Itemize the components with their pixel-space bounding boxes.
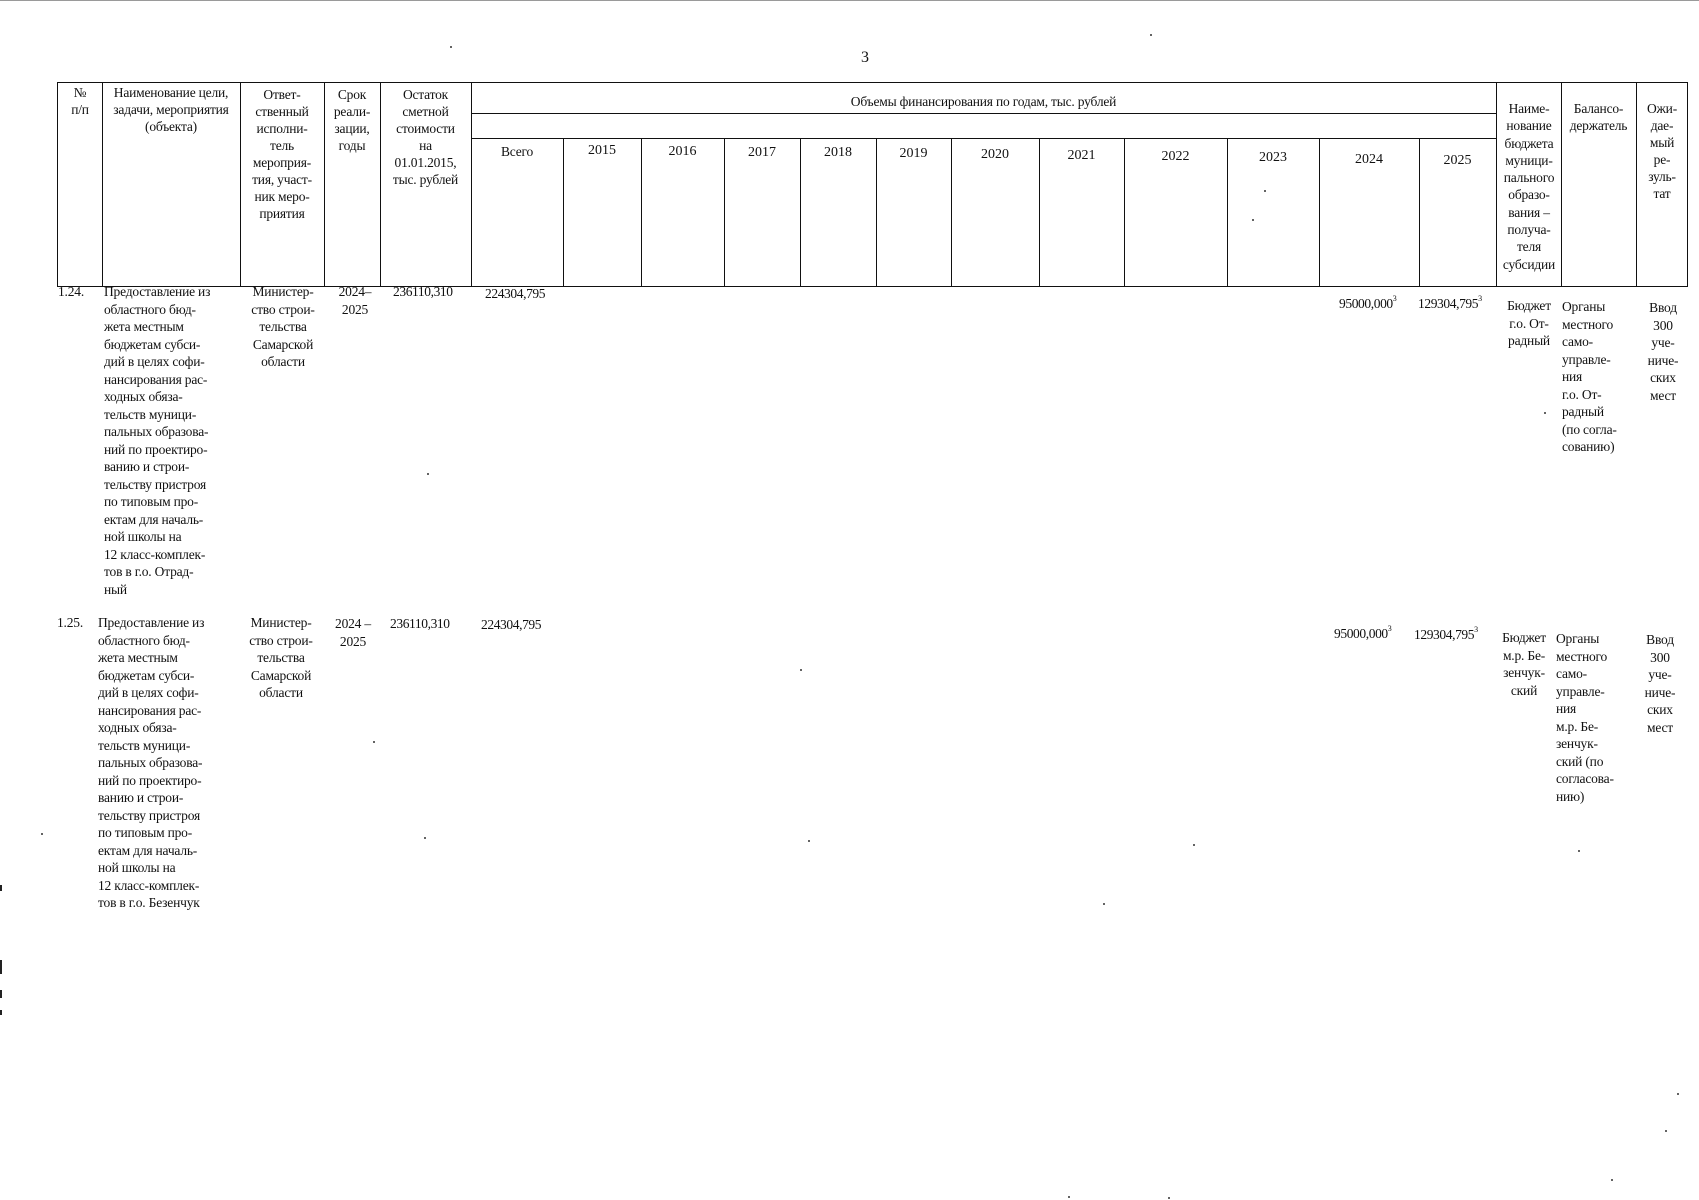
scan-edge-mark	[0, 960, 2, 974]
header-total: Всего	[500, 144, 534, 159]
scan-edge-mark	[0, 1010, 2, 1015]
row-1-24-balance: 236110,310	[393, 284, 453, 299]
header-budget-name: Наиме- нование бюджета муници- пального образо- вания – получа- теля субсидии	[1502, 101, 1556, 272]
scan-speck	[1264, 190, 1266, 192]
header-balance: Остаток сметной стоимости на 01.01.2015, тыс. рублей	[392, 87, 459, 187]
row-1-25-holder: Органы местного само- управле- ния м.р. Бе- зенчук- ский (по согласова- нию)	[1556, 631, 1614, 804]
row-1-25-2025-value: 129304,795	[1414, 627, 1475, 642]
scan-speck	[1193, 844, 1195, 846]
row-1-24-total: 224304,795	[485, 286, 546, 301]
scan-speck	[41, 833, 43, 835]
scan-speck	[1168, 1197, 1170, 1199]
row-1-24-result: Ввод 300 уче- ниче- ских мест	[1647, 300, 1679, 403]
header-year-2023: 2023	[1259, 150, 1287, 165]
scan-edge-mark	[0, 885, 2, 891]
row-1-25-total: 224304,795	[481, 617, 542, 632]
header-year-2025: 2025	[1443, 153, 1472, 168]
scan-speck	[1665, 1130, 1667, 1132]
scan-speck	[808, 840, 810, 842]
scan-speck	[1677, 1093, 1679, 1095]
header-year-2018: 2018	[824, 145, 852, 160]
header-responsible: Ответ- ственный исполни- тель мероприя- тия, участ- ник меро- приятия	[252, 87, 312, 221]
scan-top-edge	[0, 0, 1699, 1]
row-1-25-name: Предоставление из областного бюд- жета местным бюджетам субси- дий в целях софи- нансирования рас- ходных обяза- тельств муници- пальных образова- ний по проектиро- ванию и строи- тельству пристроя по типовым про- ектам для началь- ной школы на 12 класс-комплек- тов в г.о. Безенчук	[98, 615, 205, 910]
header-year-2021: 2021	[1067, 148, 1096, 163]
header-year-2020: 2020	[981, 147, 1009, 162]
header-holder: Балансо- держатель	[1569, 101, 1628, 133]
row-1-24-name: Предоставление из областного бюд- жета местным бюджетам субси- дий в целях софи- нансирования рас- ходных обяза- тельств муници- пальных образова- ний по проектиро- ванию и строи- тельству пристроя по типовым про- ектам для началь- ной школы на 12 класс-комплек- тов в г.о. Отрад- ный	[104, 284, 211, 597]
row-1-25-2025	[1414, 627, 1478, 643]
scan-speck	[1611, 1179, 1613, 1181]
scan-speck	[800, 669, 802, 671]
row-1-24-2025-value: 129304,795	[1418, 296, 1479, 311]
footnote-marker: 3	[1387, 624, 1392, 633]
row-1-24-2024-value: 95000,000	[1339, 296, 1393, 311]
year-divider	[563, 138, 564, 287]
row-1-25-2024-value: 95000,000	[1334, 626, 1388, 641]
scan-speck	[1068, 1196, 1070, 1198]
scan-speck	[1544, 412, 1546, 414]
scan-edge-mark	[0, 990, 2, 998]
header-period: Срок реали- зации, годы	[333, 87, 371, 153]
row-1-24-2025	[1418, 296, 1482, 312]
year-divider	[641, 138, 642, 287]
header-year-2019: 2019	[899, 146, 928, 161]
row-1-25-period: 2024 – 2025	[335, 616, 371, 649]
scan-speck	[1578, 850, 1580, 852]
page-number: 3	[861, 49, 869, 66]
scan-speck	[1150, 34, 1152, 36]
scan-speck	[1252, 219, 1254, 221]
row-1-25-responsible: Министер- ство строи- тельства Самарской области	[249, 615, 313, 700]
scan-speck	[373, 741, 375, 743]
header-year-2017: 2017	[748, 145, 776, 160]
footnote-marker: 3	[1478, 294, 1482, 303]
row-1-25-num: 1.25.	[57, 615, 84, 630]
scan-speck	[424, 837, 426, 839]
header-year-2024: 2024	[1355, 152, 1383, 167]
scan-speck	[450, 46, 452, 48]
header-funding-group: Объемы финансирования по годам, тыс. рублей	[850, 94, 1117, 109]
footnote-marker: 3	[1392, 294, 1397, 303]
header-year-2016: 2016	[668, 144, 697, 159]
header-year-2022: 2022	[1161, 149, 1190, 164]
row-1-25-budget: Бюджет м.р. Бе- зенчук- ский	[1502, 630, 1546, 698]
header-result: Ожи- дае- мый ре- зуль- тат	[1647, 101, 1677, 201]
header-year-2015: 2015	[588, 143, 616, 158]
row-1-24-num: 1.24.	[58, 284, 85, 299]
row-1-24-budget: Бюджет г.о. От- радный	[1507, 298, 1551, 348]
header-name: Наименование цели, задачи, мероприятия (объекта)	[113, 85, 229, 134]
scan-speck	[427, 473, 429, 475]
row-1-25-balance: 236110,310	[390, 616, 450, 631]
row-1-24-2024	[1339, 296, 1396, 312]
row-1-24-holder: Органы местного само- управле- ния г.о. От- радный (по согла- сованию)	[1562, 299, 1617, 454]
funding-years-rule	[471, 138, 1496, 139]
row-1-24-period: 2024– 2025	[338, 284, 372, 317]
scan-speck	[1103, 903, 1105, 905]
row-1-25-result: Ввод 300 уче- ниче- ских мест	[1644, 632, 1676, 735]
funding-group-rule	[471, 113, 1496, 114]
row-1-24-responsible: Министер- ство строи- тельства Самарской области	[251, 284, 315, 369]
header-num: № п/п	[71, 85, 89, 117]
footnote-marker: 3	[1474, 625, 1478, 634]
row-1-25-2024	[1334, 626, 1391, 642]
